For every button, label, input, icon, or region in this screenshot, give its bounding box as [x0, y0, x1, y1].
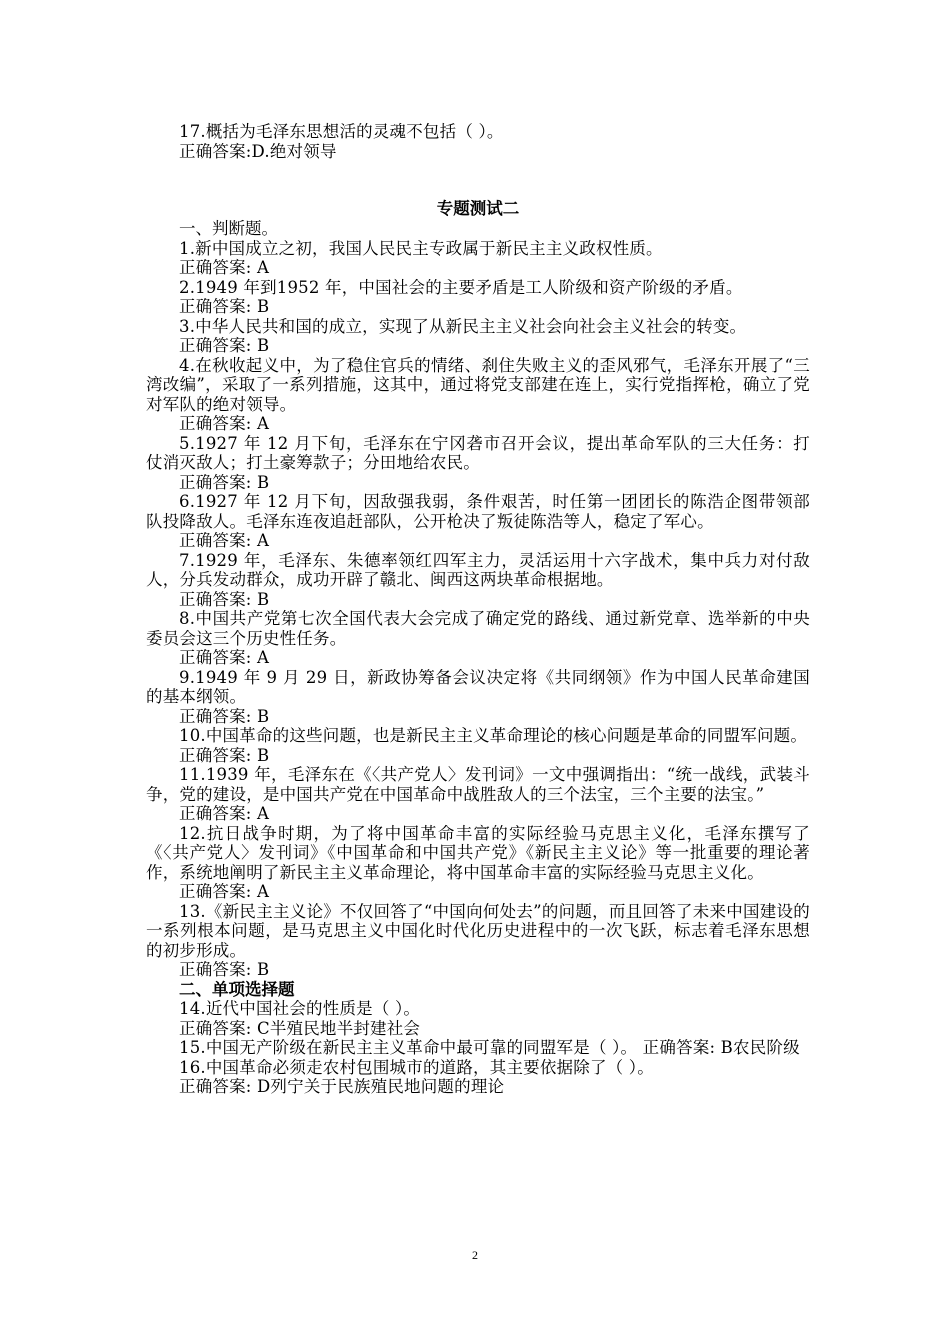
question-10: 10.中国革命的这些问题，也是新民主主义革命理论的核心问题是革命的同盟军问题。 [179, 726, 808, 745]
question-17: 17.概括为毛泽东思想活的灵魂不包括（ ）。 [179, 122, 504, 141]
answer-8: 正确答案: A [179, 648, 270, 667]
answer-9: 正确答案: B [179, 706, 270, 726]
question-12: 12.抗日战争时期，为了将中国革命丰富的实际经验马克思主义化，毛泽东撰写了《〈共产党人〉发刊词》《中国革命和中国共产党》《新民主主义论》等一批重要的理论著作，系统地阐明了新民主主义革命理论，将中国革命丰富的实际经验马克思主义化。 [146, 823, 810, 882]
page-number: 2 [472, 1248, 478, 1262]
answer-5: 正确答案: B [179, 472, 270, 492]
question-5: 5.1927 年 12 月下旬，毛泽东在宁冈砻市召开会议，提出革命军队的三大任务：打仗消灭敌人；打土豪筹款子；分田地给农民。 [146, 433, 810, 472]
answer-10: 正确答案: B [179, 745, 270, 765]
spacer [146, 161, 810, 199]
single-choice-list [146, 999, 810, 1097]
question-14: 14.近代中国社会的性质是（ ）。 [179, 999, 421, 1018]
answer-4: 正确答案: A [179, 414, 270, 433]
answer-6: 正确答案: A [179, 531, 270, 550]
question-8: 8.中国共产党第七次全国代表大会完成了确定党的路线、通过新党章、选举新的中央委员会这三个历史性任务。 [146, 609, 810, 648]
question-4: 4.在秋收起义中，为了稳住官兵的情绪、刹住失败主义的歪风邪气，毛泽东开展了“三湾改编”，采取了一系列措施，这其中，通过将党支部建在连上，实行党指挥枪，确立了党对军队的绝对领导。 [146, 355, 810, 414]
true-false-list [146, 239, 810, 980]
part1-heading: 一、判断题。 [179, 219, 278, 238]
question-13: 13.《新民主主义论》不仅回答了“中国向何处去”的问题，而且回答了未来中国建设的一系列根本问题，是马克思主义中国化时代化历史进程中的一次飞跃，标志着毛泽东思想的初步形成。 [146, 901, 810, 960]
part2-heading: 二、单项选择题 [179, 979, 295, 999]
document-page [146, 122, 810, 1097]
answer-12: 正确答案: A [179, 882, 270, 901]
answer-16: 正确答案: D列宁关于民族殖民地问题的理论 [179, 1077, 505, 1096]
answer-11: 正确答案: A [179, 804, 270, 823]
question-6: 6.1927 年 12 月下旬，因敌强我弱，条件艰苦，时任第一团团长的陈浩企图带领部队投降敌人。毛泽东连夜追赶部队，公开枪决了叛徒陈浩等人，稳定了军心。 [146, 492, 810, 531]
answer-1: 正确答案: A [179, 258, 270, 277]
answer-3: 正确答案: B [179, 336, 270, 355]
question-11: 11.1939 年，毛泽东在《〈共产党人〉发刊词》一文中强调指出：“统一战线，武装斗争，党的建设，是中国共产党在中国革命中战胜敌人的三个法宝，三个主要的法宝。” [146, 765, 810, 804]
question-2: 2.1949 年到1952 年，中国社会的主要矛盾是工人阶级和资产阶级的矛盾。 [179, 277, 743, 297]
question-16: 16.中国革命必须走农村包围城市的道路，其主要依据除了（ ）。 [179, 1057, 654, 1077]
question-3: 3.中华人民共和国的成立，实现了从新民主主义社会向社会主义社会的转变。 [179, 316, 747, 336]
answer-7: 正确答案: B [179, 589, 270, 609]
section-title: 专题测试二 [436, 199, 520, 218]
answer-17: 正确答案:D.绝对领导 [179, 141, 337, 161]
question-7: 7.1929 年，毛泽东、朱德率领红四军主力，灵活运用十六字战术，集中兵力对付敌人，分兵发动群众，成功开辟了赣北、闽西这两块革命根据地。 [146, 550, 810, 589]
question-1: 1.新中国成立之初，我国人民民主专政属于新民主主义政权性质。 [179, 238, 663, 258]
answer-2: 正确答案: B [179, 297, 270, 316]
answer-13: 正确答案: B [179, 960, 270, 979]
question-9: 9.1949 年 9 月 29 日，新政协筹备会议决定将《共同纲领》作为中国人民革命建国的基本纲领。 [146, 667, 810, 706]
answer-14: 正确答案: C半殖民地半封建社会 [179, 1018, 421, 1038]
question-15: 15.中国无产阶级在新民主主义革命中最可靠的同盟军是（ ）。 正确答案: B农民阶级 [179, 1038, 800, 1057]
